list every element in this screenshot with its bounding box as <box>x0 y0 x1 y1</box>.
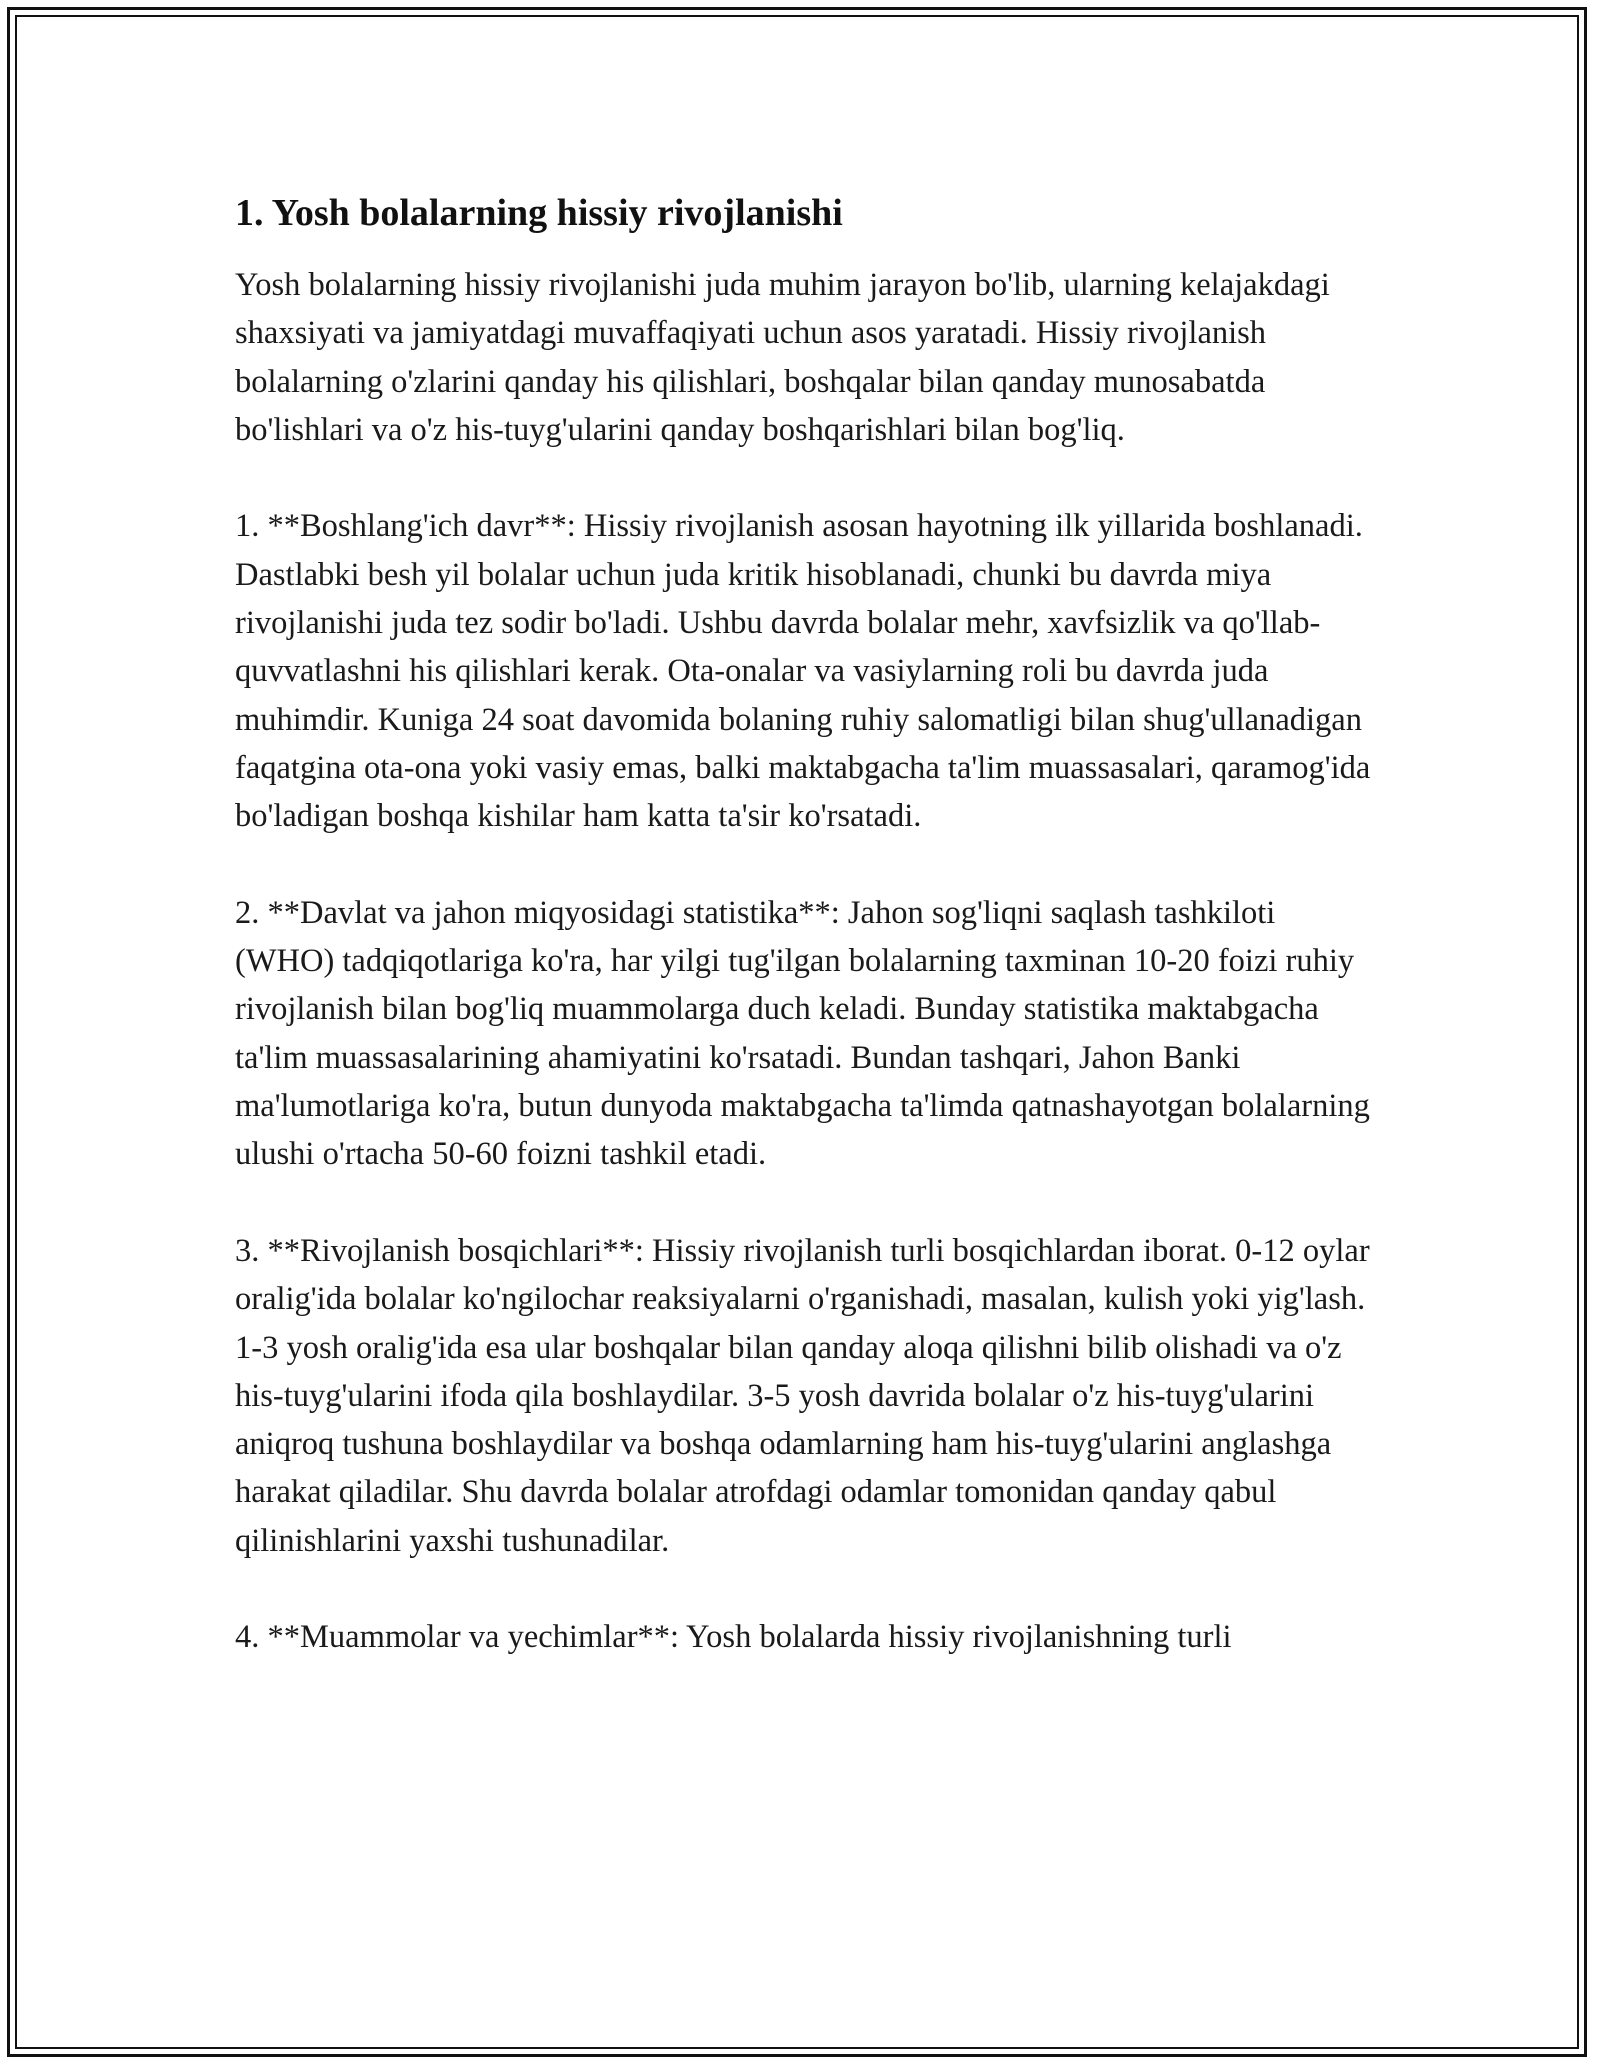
paragraph-intro: Yosh bolalarning hissiy rivojlanishi juda muhim jarayon bo'lib, ularning kelajakdagi shaxsiyati va jamiyatdagi muvaffaqiyati uchun asos yaratadi. Hissiy rivojlanish bolalarning o'zlarini qanday his qilishlari, boshqalar bilan qanday munosabatda bo'lishlari va o'z his-tuyg'ularini qanday boshqarishlari bilan bog'liq. <box>235 267 1330 448</box>
paragraph-development-stages: 3. **Rivojlanish bosqichlari**: Hissiy rivojlanish turli bosqichlardan iborat. 0-12 oylar oralig'ida bolalar ko'ngilochar reaksiyalarni o'rganishadi, masalan, kulish yoki yig'lash. 1-3 yosh oralig'ida esa ular boshqalar bilan qanday aloqa qilishni bilib olishadi va o'z his-tuyg'ularini ifoda qila boshlaydilar. 3-5 yosh davrida bolalar o'z his-tuyg'ularini aniqroq tushuna boshlaydilar va boshqa odamlarning ham his-tuyg'ularini anglashga harakat qiladilar. Shu davrda bolalar atrofdagi odamlar tomonidan qanday qabul qilinishlarini yaxshi tushunadilar. <box>235 1232 1370 1559</box>
document-title: 1. Yosh bolalarning hissiy rivojlanishi <box>235 192 843 234</box>
document-body <box>235 185 1375 1710</box>
paragraph-statistics: 2. **Davlat va jahon miqyosidagi statistika**: Jahon sog'liqni saqlash tashkiloti (WHO) tadqiqotlariga ko'ra, har yilgi tug'ilgan bolalarning taxminan 10-20 foizi ruhiy rivojlanish bilan bog'liq muammolarga duch keladi. Bunday statistika maktabgacha ta'lim muassasalarining ahamiyatini ko'rsatadi. Bundan tashqari, Jahon Banki ma'lumotlariga ko'ra, butun dunyoda maktabgacha ta'limda qatnashayotgan bolalarning ulushi o'rtacha 50-60 foizni tashkil etadi. <box>235 894 1370 1173</box>
paragraph-problems-solutions: 4. **Muammolar va yechimlar**: Yosh bolalarda hissiy rivojlanishning turli <box>235 1619 1232 1656</box>
paragraph-initial-period: 1. **Boshlang'ich davr**: Hissiy rivojlanish asosan hayotning ilk yillarida boshlanadi. Dastlabki besh yil bolalar uchun juda kritik hisoblanadi, chunki bu davrda miya rivojlanishi juda tez sodir bo'ladi. Ushbu davrda bolalar mehr, xavfsizlik va qo'llab-quvvatlashni his qilishlari kerak. Ota-onalar va vasiylarning roli bu davrda juda muhimdir. Kuniga 24 soat davomida bolaning ruhiy salomatligi bilan shug'ullanadigan faqatgina ota-ona yoki vasiy emas, balki maktabgacha ta'lim muassasalari, qaramog'ida bo'ladigan boshqa kishilar ham katta ta'sir ko'rsatadi. <box>235 508 1371 835</box>
